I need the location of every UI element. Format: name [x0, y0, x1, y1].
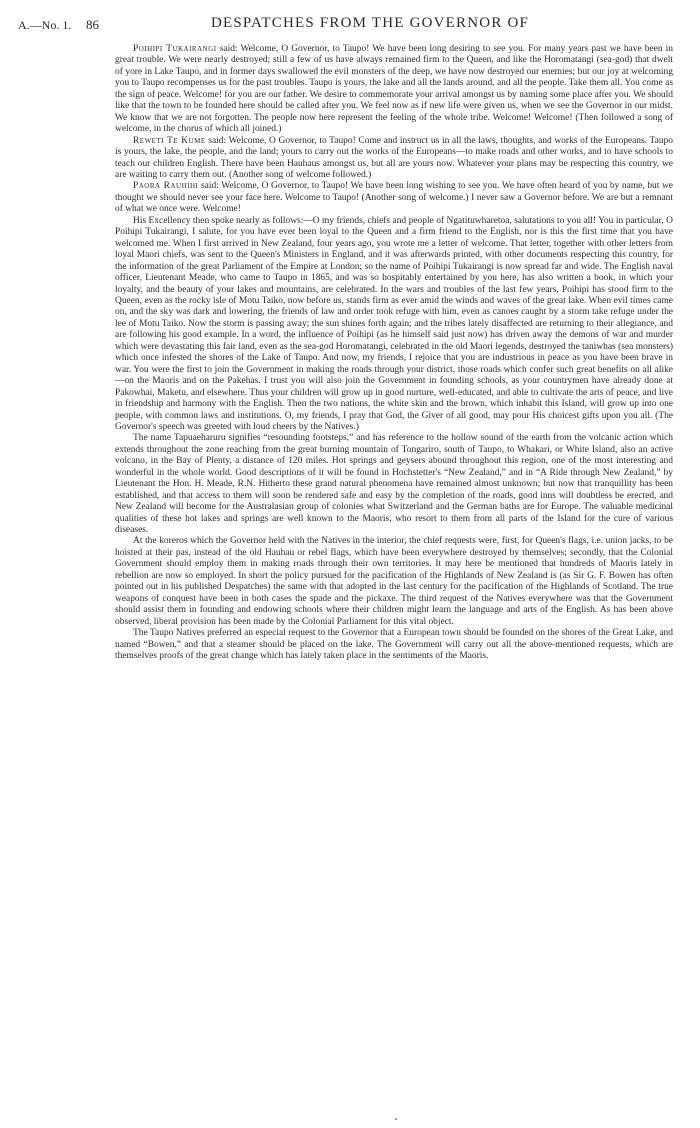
paragraph	[115, 628, 673, 662]
paragraph	[115, 44, 673, 136]
paragraph	[115, 181, 673, 215]
document-reference: A.—No. 1.	[18, 18, 72, 32]
page-number: 86	[86, 17, 99, 32]
running-title: DESPATCHES FROM THE GOVERNOR OF	[210, 15, 530, 31]
paragraph	[115, 536, 673, 628]
paragraph-text: The name Tapuaeharuru signifies “resounding footsteps,” and has reference to the hollow sound of the earth from the volcanic action which extends throughout the zone reaching from the great burning mountain of Tongariro, south of Taupo, to Whakari, or White Island, also an active volcano, in the Bay of Plenty, a distance of 120 miles. Hot springs and geysers abound throughout this region, one of the most interesting and wonderful in the whole world. Good descriptions of it will be found in Hochstetter's “New Zealand,” and in “A Ride through New Zealand,” by Lieutenant the Hon. H. Meade, R.N. Hitherto these grand natural phenomena have remained almost unknown; but now that tranquillity has been established, and that access to them will soon be rendered safe and easy by the completion of the roads, good inns will doubtless be erected, and New Zealand will become for the Australasian group of colonies what Switzerland and the German baths are for Europe. The valuable medicinal qualities of these hot lakes and springs are well known to the Maoris, who resort to them from all parts of the Island for the cure of various diseases.	[115, 433, 673, 536]
body-text	[115, 44, 673, 662]
paragraph-text: At the koreros which the Governor held with the Natives in the interior, the chief requests were, first, for Queen's flags, i.e. union jacks, to be hoisted at their pas, instead of the old Hauhau or rebel flags, which have been everywhere destroyed by themselves; secondly, that the Colonial Government should employ them in making roads through their own territories. It may here be mentioned that hundreds of Maoris lately in rebellion are now so employed. In short the policy pursued for the pacification of the Highlands of New Zealand is (as Sir G. F. Bowen has often pointed out in his published Despatches) the same with that adopted in the last century for the pacification of the Highlands of Scotland. The true weapons of conquest have been in both cases the spade and the pickaxe. The third request of the Natives everywhere was that the Government should assist them in founding and endowing schools where their children might learn the language and arts of the English. As has been above observed, liberal provision has been made by the Colonial Parliament for this vital object.	[115, 536, 673, 627]
speaker-name: Paora Rauhihi	[133, 181, 199, 192]
paragraph-text: His Excellency then spoke nearly as follows:—O my friends, chiefs and people of Ngatituwharetoa, salutations to you all! You in particular, O Poihipi Tukairangi, I salute, for you have ever been loyal to the Queen and a firm friend to the English, nor is this the first time that you have welcomed me. When I first arrived in New Zealand, four years ago, you wrote me a letter of welcome. That letter, together with other letters from loyal Maori chiefs, was sent to the Queen's Ministers in England, and it was afterwards printed, with other documents respecting this country, for the information of the great Parliament of the Empire at London; so the name of Poihipi Tukairangi is now spread far and wide. The English naval officer, Lieutenant Meade, who came to Taupo in 1865, and was so hospitably entertained by you here, has also written a book, in which your loyalty, and the beauty of your lakes and mountains, are celebrated. In the wars and troubles of the last few years, Poihipi has stood firm to the Queen, even as the rocky isle of Motu Taiko, now before us, stands firm as ever amid the winds and waves of the great lake. When evil times came on, and the sky was dark and lowering, the friends of law and order took refuge with him, even as canoes caught by a storm take refuge under the lee of Motu Taiko. Now the storm is passing away; the sun shines forth again; and the tribes lately disaffected are returning to their allegiance, and are following his good example. In a word, the influence of Poihipi (as he himself said just now) has driven away the demons of war and murder which were devastating this fair land, even as the sea-god Horomatangi, celebrated in the old Maori legends, destroyed the taniwhas (sea monsters) which once infested the shores of the Lake of Taupo. And now, my friends, I rejoice that you are industrious in peace as you have been brave in war. You were the first to join the Government in making the roads through your district, those roads which confer such great benefits on all alike—on the Maoris and on the Pakehas. I trust you will also join the Government in founding schools, as your countrymen have already done at Pakowhai, Maketu, and elsewhere. Thus your children will grow up in good nurture, well-educated, and able to cultivate the arts of peace, and live in friendship and harmony with the English. Then the two nations, the white skin and the brown, which inhabit this Island, will grow up into one people, with common laws and institutions. O, my friends, I pray that God, the Giver of all good, may pour His choicest gifts upon you all. (The Governor's speech was greeted with loud cheers by the Natives.)	[115, 215, 673, 432]
paragraph-text: said: Welcome, O Governor, to Taupo! Come and instruct us in all the laws, thoughts, and works of the Europeans. Taupo is yours, the lake, the people, and the land; yours to carry out the works of the Europeans—to make roads and other works, and to have schools to teach our children English. There have been Hauhaus amongst us, but all are yours now. Whatever your plans may be respecting this country, we are waiting to carry them out. (Another song of welcome followed.)	[115, 135, 673, 180]
paragraph	[115, 136, 673, 182]
paragraph	[115, 216, 673, 434]
speaker-name: Reweti Te Kume	[133, 135, 206, 146]
page-header	[0, 14, 700, 38]
speaker-name: Poihipi Tukairangi	[133, 44, 217, 54]
paragraph	[115, 433, 673, 536]
page-mark	[395, 1118, 397, 1120]
paragraph-text: said: Welcome, O Governor, to Taupo! We have been long wishing to see you. We have often heard of you by name, but we thought we should never see your face here. Welcome to Taupo! (Another song of welcome.) I never saw a Governor before. We are but a remnant of what we once were. Welcome!	[115, 181, 673, 215]
paragraph-text: The Taupo Natives preferred an especial request to the Governor that a European town should be founded on the shores of the Great Lake, and named “Bowen,” and that a steamer should be placed on the lake. The Government will carry out all the above-mentioned requests, which are themselves proofs of the great change which has lately taken place in the sentiments of the Maoris.	[115, 628, 673, 662]
paragraph-text: said: Welcome, O Governor, to Taupo! We have been long desiring to see you. For many years past we have been in great trouble. We were nearly destroyed; still a few of us have always remained firm to the Queen, and like the Horomatangi (sea-god) that dwelt of yore in Lake Taupo, and in former days swallowed the evil monsters of the deep, we have now destroyed our enemies; but our joy at welcoming you to Taupo recompenses us for the past troubles. Taupo is yours, the lake and all the lands around, and all the people. Take them all. You come as the sign of peace. Welcome! for you are our father. We desire to commemorate your arrival amongst us by naming some place after you. We should like that the town to be founded here should be called after you. We feel now as if new life were given us, when we see the Governor in our midst. We know that we are not forgotten. The people now here represent the feeling of the whole tribe. Welcome! Welcome! (Then followed a song of welcome, in the chorus of which all joined.)	[115, 44, 673, 135]
